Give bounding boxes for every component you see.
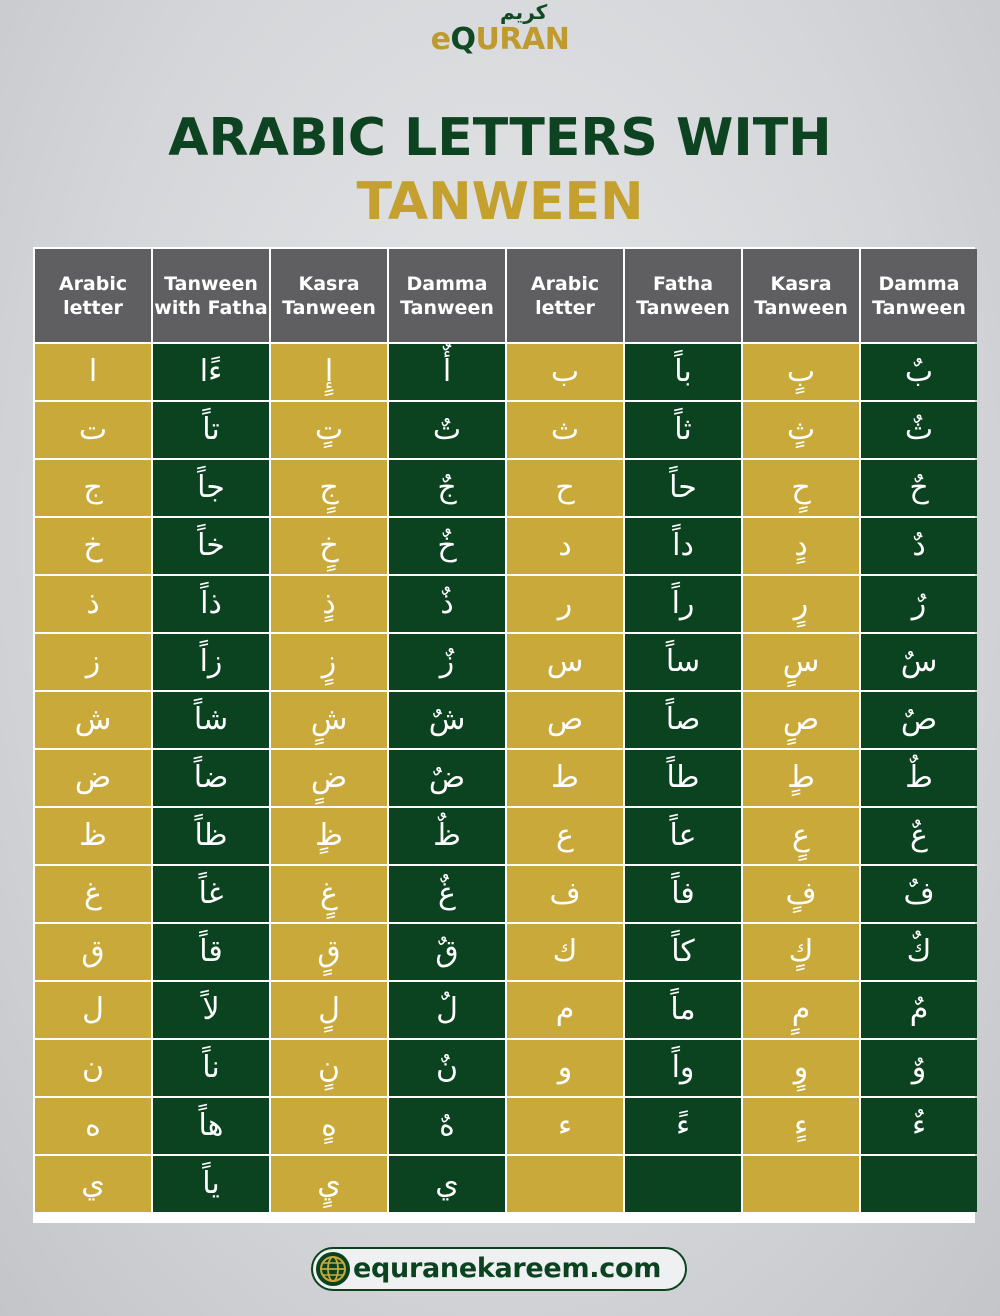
table-cell <box>153 866 269 922</box>
table-cell <box>35 1098 151 1154</box>
arabic-letter: ضاً <box>193 760 229 795</box>
arabic-letter: وٌ <box>911 1050 927 1085</box>
arabic-letter: ءًا <box>199 354 223 389</box>
arabic-letter: ثٌ <box>904 412 934 447</box>
arabic-letter: ث <box>550 412 580 447</box>
arabic-letter: تاً <box>202 412 220 447</box>
arabic-letter: ر <box>557 586 573 621</box>
arabic-letter: رٌ <box>911 586 927 621</box>
arabic-letter: ي <box>81 1166 105 1201</box>
arabic-letter: سٌ <box>900 644 938 679</box>
arabic-letter: ذ <box>86 586 100 621</box>
arabic-letter: تٍ <box>314 412 344 447</box>
arabic-letter: جٌ <box>437 470 457 505</box>
column-header-text: Damma <box>878 272 960 295</box>
arabic-letter: ناً <box>202 1050 220 1085</box>
arabic-letter: قاً <box>199 934 223 969</box>
column-header <box>271 249 387 342</box>
arabic-letter: ظٌ <box>433 818 461 853</box>
column-header-text: letter <box>63 296 123 319</box>
arabic-letter: ش <box>74 702 112 737</box>
arabic-letter: ت <box>78 412 108 447</box>
table-cell <box>625 866 741 922</box>
table-cell <box>153 1156 269 1212</box>
column-header-text: Tanween <box>400 296 494 319</box>
table-cell <box>507 518 623 574</box>
table-cell <box>625 402 741 458</box>
arabic-letter: ذاً <box>200 586 222 621</box>
arabic-letter: ف <box>549 876 581 911</box>
arabic-letter: ج <box>83 470 103 505</box>
table-cell <box>743 1040 859 1096</box>
arabic-letter: صاً <box>665 702 701 737</box>
table-cell <box>35 750 151 806</box>
table-cell <box>271 344 387 400</box>
table-row <box>33 344 975 400</box>
table-cell <box>271 692 387 748</box>
table-row <box>33 866 975 922</box>
arabic-letter: ياً <box>202 1166 220 1201</box>
table-cell <box>625 460 741 516</box>
table-cell <box>35 460 151 516</box>
arabic-letter: ظٍ <box>315 818 343 853</box>
arabic-letter: ق <box>81 934 105 969</box>
page-title-line2: TANWEEN <box>356 172 644 232</box>
table-cell <box>271 634 387 690</box>
column-header-text: Tanween <box>636 296 730 319</box>
column-header <box>507 249 623 342</box>
table-cell <box>625 1156 741 1212</box>
table-cell <box>389 866 505 922</box>
table-row <box>33 402 975 458</box>
arabic-letter: قٌ <box>435 934 459 969</box>
table-cell <box>153 1098 269 1154</box>
table-row <box>33 518 975 574</box>
table-cell <box>625 1098 741 1154</box>
column-header-text: Damma <box>406 272 488 295</box>
table-cell <box>507 750 623 806</box>
arabic-letter: واً <box>671 1050 695 1085</box>
table-cell <box>35 924 151 980</box>
arabic-letter: باً <box>674 354 692 389</box>
table-cell <box>153 692 269 748</box>
table-cell <box>35 808 151 864</box>
arabic-letter: وٍ <box>793 1050 809 1085</box>
table-cell <box>861 518 977 574</box>
table-cell <box>743 692 859 748</box>
table-cell <box>743 808 859 864</box>
table-cell <box>153 750 269 806</box>
arabic-letter: خٌ <box>437 528 457 563</box>
arabic-letter: ن <box>81 1050 105 1085</box>
logo-arabic: كريم <box>500 0 548 24</box>
table-row <box>33 460 975 516</box>
table-cell <box>271 1098 387 1154</box>
column-header <box>35 249 151 342</box>
arabic-letter: لٍ <box>318 992 340 1027</box>
logo-rest: URAN <box>475 22 570 57</box>
table-cell <box>507 1156 623 1212</box>
table-cell <box>271 518 387 574</box>
arabic-letter: داً <box>672 528 694 563</box>
arabic-letter: غ <box>84 876 102 911</box>
arabic-letter: كٍ <box>788 934 814 969</box>
table-cell <box>389 808 505 864</box>
arabic-letter: نٍ <box>317 1050 341 1085</box>
arabic-letter: يٍ <box>317 1166 341 1201</box>
table-cell <box>743 982 859 1038</box>
arabic-letter: حٍ <box>791 470 811 505</box>
arabic-letter: كٌ <box>906 934 932 969</box>
arabic-letter: غٍ <box>320 876 338 911</box>
table-cell <box>389 518 505 574</box>
arabic-letter: ا <box>88 354 98 389</box>
table-cell <box>153 924 269 980</box>
table-cell <box>35 576 151 632</box>
table-cell <box>861 692 977 748</box>
arabic-letter: ءٌ <box>911 1108 927 1143</box>
table-cell <box>35 1156 151 1212</box>
arabic-letter: رٍ <box>793 586 809 621</box>
arabic-letter: صٌ <box>900 702 938 737</box>
column-header <box>389 249 505 342</box>
table-cell <box>861 1040 977 1096</box>
table-cell <box>271 1040 387 1096</box>
table-row <box>33 1156 975 1212</box>
table-cell <box>625 692 741 748</box>
table-cell <box>625 808 741 864</box>
table-cell <box>153 402 269 458</box>
arabic-letter: ماً <box>670 992 696 1027</box>
website-url[interactable]: equranekareem.com <box>353 1253 662 1284</box>
arabic-letter: هٌ <box>439 1108 455 1143</box>
table-cell <box>507 692 623 748</box>
table-row <box>33 808 975 864</box>
table-cell <box>861 576 977 632</box>
table-cell <box>507 344 623 400</box>
table-cell <box>743 1156 859 1212</box>
column-header <box>743 249 859 342</box>
table-cell <box>389 634 505 690</box>
table-cell <box>743 344 859 400</box>
table-cell <box>35 402 151 458</box>
arabic-letter: نٌ <box>435 1050 459 1085</box>
table-cell <box>35 344 151 400</box>
table-cell <box>35 518 151 574</box>
table-cell <box>271 1156 387 1212</box>
table-cell <box>153 344 269 400</box>
column-header-text: Kasra <box>298 272 360 295</box>
column-header-text: Fatha <box>652 272 714 295</box>
table-row <box>33 634 975 690</box>
column-header-text: Tanween <box>282 296 376 319</box>
table-cell <box>625 634 741 690</box>
table-cell <box>861 924 977 980</box>
table-cell <box>389 982 505 1038</box>
table-cell <box>389 344 505 400</box>
table-cell <box>743 924 859 980</box>
table-cell <box>153 982 269 1038</box>
table-cell <box>271 808 387 864</box>
logo-wordmark <box>0 22 1000 58</box>
table-cell <box>861 634 977 690</box>
arabic-letter: ل <box>82 992 104 1027</box>
arabic-letter: ح <box>555 470 575 505</box>
arabic-letter: ءٍ <box>793 1108 809 1143</box>
table-row <box>33 750 975 806</box>
table-cell <box>389 402 505 458</box>
arabic-letter: فٌ <box>903 876 935 911</box>
table-cell <box>625 344 741 400</box>
arabic-letter: حٌ <box>909 470 929 505</box>
table-row <box>33 576 975 632</box>
table-cell <box>389 460 505 516</box>
arabic-letter: ءً <box>675 1108 691 1143</box>
table-row <box>33 692 975 748</box>
table-cell <box>153 1040 269 1096</box>
arabic-letter: زٍ <box>321 644 337 679</box>
table-cell <box>507 634 623 690</box>
arabic-letter: ء <box>557 1108 573 1143</box>
table-cell <box>153 576 269 632</box>
arabic-letter: حاً <box>669 470 697 505</box>
column-header-text: Arabic <box>58 272 128 295</box>
arabic-letter: ك <box>552 934 578 969</box>
arabic-letter: دٍ <box>794 528 808 563</box>
arabic-letter: بٍ <box>786 354 816 389</box>
arabic-letter: تٌ <box>432 412 462 447</box>
arabic-letter: شٌ <box>428 702 466 737</box>
arabic-letter: عٌ <box>910 818 928 853</box>
table-cell <box>861 750 977 806</box>
table-cell <box>35 866 151 922</box>
arabic-letter: ضٌ <box>428 760 466 795</box>
arabic-letter: ساً <box>665 644 701 679</box>
table-cell <box>861 982 977 1038</box>
arabic-letter: لٌ <box>436 992 458 1027</box>
table-cell <box>743 634 859 690</box>
column-header-text: Tanween <box>872 296 966 319</box>
arabic-letter: س <box>546 644 584 679</box>
table-cell <box>271 460 387 516</box>
table-cell <box>35 634 151 690</box>
table-cell <box>743 866 859 922</box>
table-row <box>33 982 975 1038</box>
table-cell <box>271 402 387 458</box>
arabic-letter: غٌ <box>438 876 456 911</box>
arabic-letter: جٍ <box>319 470 339 505</box>
arabic-letter: راً <box>671 586 695 621</box>
arabic-letter: خ <box>83 528 103 563</box>
arabic-letter: شٍ <box>310 702 348 737</box>
arabic-letter: عٍ <box>792 818 810 853</box>
column-header-text: with Fatha <box>154 296 268 319</box>
page-title-line1: ARABIC LETTERS WITH <box>168 108 832 168</box>
table-cell <box>861 808 977 864</box>
table-cell <box>35 982 151 1038</box>
table-row <box>33 1098 975 1154</box>
table-cell <box>743 402 859 458</box>
logo-e: e <box>430 22 451 57</box>
arabic-letter: غاً <box>198 876 224 911</box>
table-cell <box>271 982 387 1038</box>
table-cell <box>861 1156 977 1212</box>
table-cell <box>861 1098 977 1154</box>
arabic-letter: كاً <box>671 934 695 969</box>
logo-q: Q <box>450 22 476 57</box>
arabic-letter: ثاً <box>674 412 692 447</box>
table-row <box>33 1040 975 1096</box>
arabic-letter: خاً <box>197 528 225 563</box>
arabic-letter: زٌ <box>439 644 455 679</box>
arabic-letter: زاً <box>199 644 223 679</box>
table-cell <box>861 460 977 516</box>
tanween-table <box>33 247 975 1223</box>
column-header <box>153 249 269 342</box>
arabic-letter: ط <box>551 760 579 795</box>
table-cell <box>35 1040 151 1096</box>
table-cell <box>625 982 741 1038</box>
table-cell <box>271 750 387 806</box>
table-cell <box>271 866 387 922</box>
arabic-letter: ض <box>74 760 112 795</box>
table-cell <box>743 1098 859 1154</box>
table-cell <box>271 924 387 980</box>
table-cell <box>507 866 623 922</box>
header-row <box>33 249 975 342</box>
table-cell <box>271 576 387 632</box>
table-cell <box>153 460 269 516</box>
table-cell <box>861 402 977 458</box>
arabic-letter: ظاً <box>194 818 228 853</box>
arabic-letter: و <box>557 1050 573 1085</box>
column-header-text: letter <box>535 296 595 319</box>
arabic-letter: ي <box>435 1166 459 1201</box>
table-cell <box>389 750 505 806</box>
table-cell <box>389 1040 505 1096</box>
arabic-letter: ظ <box>79 818 107 853</box>
arabic-letter: ثٍ <box>786 412 816 447</box>
table-cell <box>389 1098 505 1154</box>
arabic-letter: ضٍ <box>310 760 348 795</box>
table-cell <box>861 866 977 922</box>
arabic-letter: ذٍ <box>322 586 336 621</box>
table-cell <box>507 1040 623 1096</box>
table-cell <box>389 692 505 748</box>
globe-icon <box>316 1252 350 1286</box>
arabic-letter: بٌ <box>904 354 934 389</box>
arabic-letter: خٍ <box>319 528 339 563</box>
table-cell <box>389 576 505 632</box>
column-header-text: Kasra <box>770 272 832 295</box>
table-cell <box>743 750 859 806</box>
arabic-letter: طاً <box>666 760 700 795</box>
column-header-text: Tanween <box>754 296 848 319</box>
table-cell <box>35 692 151 748</box>
table-cell <box>507 402 623 458</box>
arabic-letter: طٌ <box>905 760 933 795</box>
column-header <box>625 249 741 342</box>
table-cell <box>625 924 741 980</box>
arabic-letter: طٍ <box>787 760 815 795</box>
column-header-text: Tanween <box>164 272 258 295</box>
arabic-letter: ع <box>556 818 574 853</box>
arabic-letter: هاً <box>198 1108 224 1143</box>
arabic-letter: صٍ <box>782 702 820 737</box>
arabic-letter: سٍ <box>782 644 820 679</box>
table-cell <box>743 518 859 574</box>
arabic-letter: إٍ <box>324 354 334 389</box>
arabic-letter: دٌ <box>912 528 926 563</box>
arabic-letter: فٍ <box>785 876 817 911</box>
table-cell <box>625 576 741 632</box>
table-cell <box>507 924 623 980</box>
arabic-letter: لاً <box>202 992 220 1027</box>
arabic-letter: ز <box>85 644 101 679</box>
column-header <box>861 249 977 342</box>
table-cell <box>861 344 977 400</box>
column-header-text: Arabic <box>530 272 600 295</box>
table-cell <box>743 460 859 516</box>
arabic-letter: مٌ <box>909 992 929 1027</box>
arabic-letter: ه <box>85 1108 101 1143</box>
table-cell <box>389 924 505 980</box>
arabic-letter: فاً <box>671 876 695 911</box>
arabic-letter: مٍ <box>791 992 811 1027</box>
table-cell <box>507 576 623 632</box>
website-badge[interactable] <box>311 1247 687 1291</box>
arabic-letter: م <box>555 992 575 1027</box>
table-cell <box>625 750 741 806</box>
table-cell <box>507 808 623 864</box>
table-cell <box>743 576 859 632</box>
table-cell <box>389 1156 505 1212</box>
arabic-letter: هٍ <box>321 1108 337 1143</box>
table-cell <box>625 1040 741 1096</box>
arabic-letter: عاً <box>669 818 697 853</box>
arabic-letter: ب <box>550 354 580 389</box>
table-cell <box>507 1098 623 1154</box>
table-row <box>33 924 975 980</box>
arabic-letter: جاً <box>197 470 225 505</box>
arabic-letter: قٍ <box>317 934 341 969</box>
table-cell <box>153 808 269 864</box>
arabic-letter: ذٌ <box>440 586 454 621</box>
table-cell <box>153 518 269 574</box>
arabic-letter: شاً <box>193 702 229 737</box>
arabic-letter: د <box>558 528 572 563</box>
table-cell <box>625 518 741 574</box>
arabic-letter: ص <box>546 702 584 737</box>
table-cell <box>507 460 623 516</box>
table-cell <box>153 634 269 690</box>
table-cell <box>507 982 623 1038</box>
arabic-letter: أٌ <box>442 354 452 389</box>
